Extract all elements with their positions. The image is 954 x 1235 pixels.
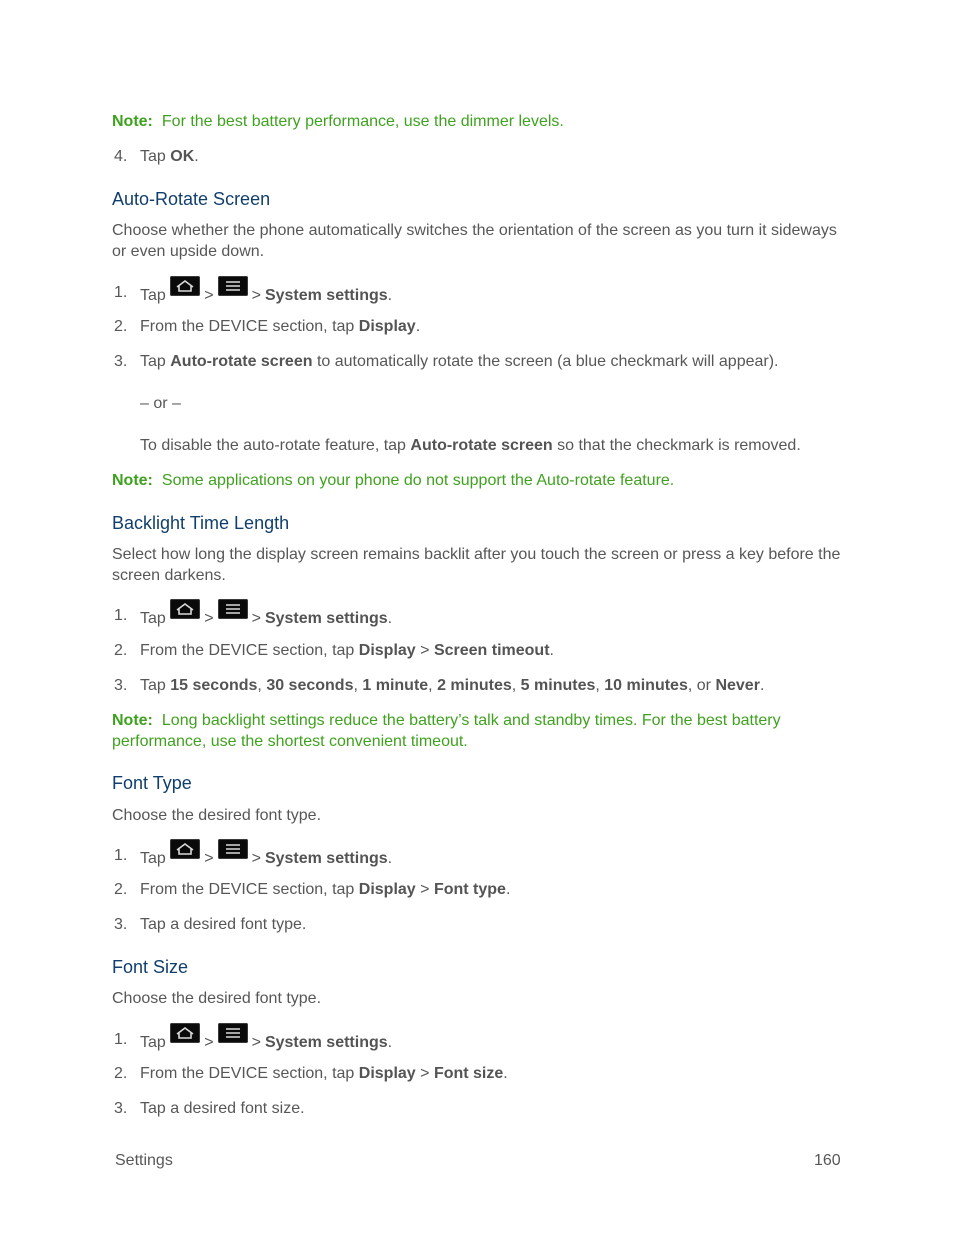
step-number: 1. <box>114 1031 128 1048</box>
step-number: 3. <box>114 353 128 370</box>
step-end: . <box>387 1034 393 1051</box>
step-choose-font-size: Tap a desired font size. <box>140 1100 305 1117</box>
step-display <box>140 316 420 337</box>
step-tap-ok <box>140 146 199 167</box>
step-number: 3. <box>114 677 128 694</box>
heading-auto-rotate: Auto-Rotate Screen <box>112 189 271 209</box>
step-number: 2. <box>114 1065 128 1082</box>
step-system-settings <box>140 282 392 306</box>
step-bold: System settings <box>264 850 388 867</box>
step-font-type <box>140 879 510 900</box>
step-system-settings <box>140 605 392 629</box>
step-bold: Font size <box>433 1065 504 1082</box>
separator: > <box>420 1065 430 1082</box>
heading-font-size: Font Size <box>112 957 189 977</box>
step-bold: Font type <box>433 881 506 898</box>
step-text: Tap <box>140 610 166 627</box>
step-bold: Display <box>358 1065 416 1082</box>
step-bold: System settings <box>264 287 388 304</box>
step-number: 2. <box>114 881 128 898</box>
step-bold: Display <box>358 881 416 898</box>
step-text: Tap <box>140 148 166 165</box>
option-never: Never <box>715 677 760 694</box>
step-text: Tap <box>140 677 166 694</box>
intro-backlight: Select how long the display screen remains backlit after you touch the screen or press a key before the screen darkens. <box>112 546 841 584</box>
step-text: so that the checkmark is removed. <box>557 437 801 454</box>
step-end: . <box>387 610 393 627</box>
step-bold: Auto-rotate screen <box>410 437 553 454</box>
step-number: 2. <box>114 318 128 335</box>
step-auto-rotate <box>140 351 779 372</box>
step-bold: Display <box>358 642 416 659</box>
note-text: Long backlight settings reduce the battery’s talk and standby times. For the best battery performance, use the shortest convenient timeout. <box>112 712 781 750</box>
step-end: . <box>759 677 765 694</box>
step-system-settings <box>140 845 392 869</box>
separator: > <box>251 610 261 627</box>
option-2-minutes: 2 minutes <box>437 677 512 694</box>
option-10-minutes: 10 minutes <box>604 677 688 694</box>
menu-icon <box>218 1023 248 1043</box>
step-end: . <box>503 1065 508 1082</box>
comma: , <box>428 677 433 694</box>
step-choose-font-type: Tap a desired font type. <box>140 916 307 933</box>
separator: > <box>420 881 430 898</box>
step-text: Tap <box>140 850 166 867</box>
step-bold: Display <box>358 318 416 335</box>
step-text: Tap <box>140 1034 166 1051</box>
step-text: or <box>696 677 711 694</box>
separator: > <box>204 287 214 304</box>
step-end: . <box>549 642 554 659</box>
option-1-minute: 1 minute <box>362 677 429 694</box>
step-text: Tap <box>140 353 166 370</box>
step-text: From the DEVICE section, tap <box>140 881 355 898</box>
step-disable-auto-rotate <box>140 435 801 456</box>
note-auto-rotate <box>112 470 674 491</box>
step-bold: System settings <box>264 1034 388 1051</box>
step-text: From the DEVICE section, tap <box>140 1065 355 1082</box>
step-number: 1. <box>114 284 128 301</box>
or-separator: – or – <box>140 395 181 412</box>
step-screen-timeout <box>140 640 554 661</box>
note-label: Note: <box>112 472 153 489</box>
intro-auto-rotate: Choose whether the phone automatically switches the orientation of the screen as you turn it sideways or even upside down. <box>112 222 837 260</box>
menu-icon <box>218 276 248 296</box>
comma: , <box>511 677 517 694</box>
separator: > <box>204 850 214 867</box>
step-number: 3. <box>114 916 128 933</box>
step-end: . <box>387 850 393 867</box>
step-text: From the DEVICE section, tap <box>140 642 355 659</box>
option-30-seconds: 30 seconds <box>266 677 354 694</box>
note-text: For the best battery performance, use the dimmer levels. <box>161 113 564 130</box>
step-timeout-options <box>140 675 764 696</box>
comma: , <box>353 677 358 694</box>
step-number: 1. <box>114 607 128 624</box>
menu-icon <box>218 599 248 619</box>
footer-section: Settings <box>115 1152 173 1169</box>
note-text: Some applications on your phone do not support the Auto-rotate feature. <box>161 472 675 489</box>
step-system-settings <box>140 1029 392 1053</box>
step-text: Tap <box>140 287 166 304</box>
home-icon <box>170 599 200 619</box>
step-end: . <box>387 287 393 304</box>
intro-font-type: Choose the desired font type. <box>112 807 322 824</box>
home-icon <box>170 839 200 859</box>
option-15-seconds: 15 seconds <box>170 677 258 694</box>
separator: > <box>204 1034 214 1051</box>
note-backlight <box>112 710 812 752</box>
step-number: 1. <box>114 847 128 864</box>
step-text: to automatically rotate the screen (a blue checkmark will appear). <box>316 353 779 370</box>
step-end: . <box>505 881 511 898</box>
comma: , <box>687 677 693 694</box>
separator: > <box>251 1034 261 1051</box>
step-bold: OK <box>170 148 195 165</box>
step-number: 4. <box>114 148 128 165</box>
step-end: . <box>415 318 421 335</box>
note-label: Note: <box>112 113 153 130</box>
option-5-minutes: 5 minutes <box>520 677 596 694</box>
separator: > <box>420 642 430 659</box>
separator: > <box>204 610 214 627</box>
step-number: 2. <box>114 642 128 659</box>
step-end: . <box>194 148 199 165</box>
note-label: Note: <box>112 712 153 729</box>
menu-icon <box>218 839 248 859</box>
home-icon <box>170 276 200 296</box>
page-number: 160 <box>814 1152 841 1169</box>
step-number: 3. <box>114 1100 128 1117</box>
intro-font-size: Choose the desired font type. <box>112 990 322 1007</box>
step-bold: Screen timeout <box>433 642 550 659</box>
step-text: From the DEVICE section, tap <box>140 318 355 335</box>
heading-backlight: Backlight Time Length <box>112 513 290 533</box>
step-text: To disable the auto-rotate feature, tap <box>140 437 406 454</box>
separator: > <box>251 287 261 304</box>
note-battery <box>112 111 564 132</box>
separator: > <box>251 850 261 867</box>
step-bold: System settings <box>264 610 388 627</box>
step-bold: Auto-rotate screen <box>170 353 313 370</box>
comma: , <box>257 677 262 694</box>
heading-font-type: Font Type <box>112 773 192 793</box>
comma: , <box>595 677 600 694</box>
step-font-size <box>140 1063 508 1084</box>
home-icon <box>170 1023 200 1043</box>
